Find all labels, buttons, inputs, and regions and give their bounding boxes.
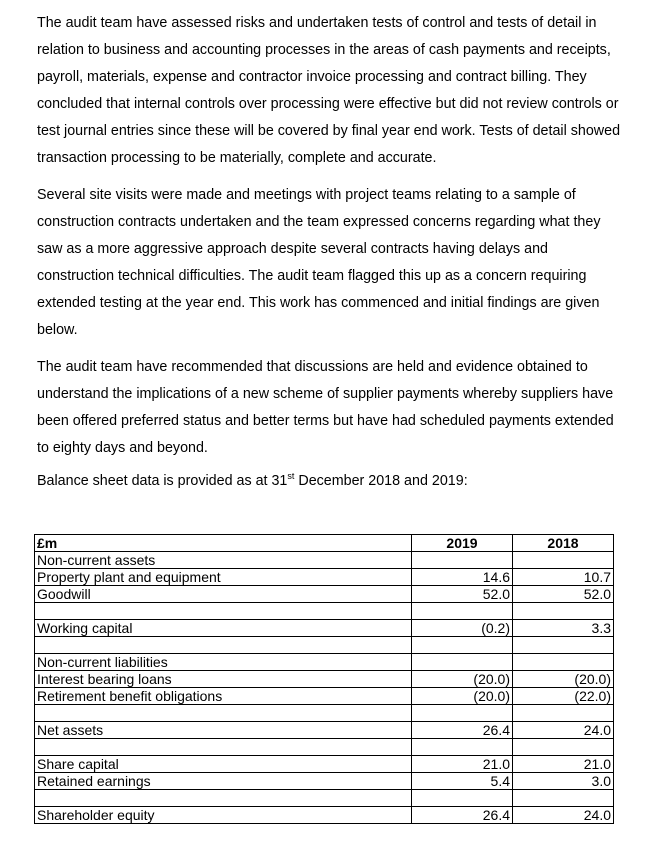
value-2019 [412, 603, 513, 620]
value-2018 [513, 739, 614, 756]
value-2019 [412, 705, 513, 722]
table-row [35, 807, 614, 824]
value-2019: 14.6 [412, 569, 513, 586]
value-2018 [513, 603, 614, 620]
value-2018: 24.0 [513, 807, 614, 824]
value-2018: 24.0 [513, 722, 614, 739]
table-spacer-row [35, 637, 614, 654]
value-2019: 52.0 [412, 586, 513, 603]
paragraph-supplier-payments: The audit team have recommended that discussions are held and evidence obtained to understand the implications of a new scheme of supplier payments whereby suppliers have been offered preferred status and better terms but have had scheduled payments extended to eighty days and beyond. [37, 359, 614, 456]
paragraph-site-visits: Several site visits were made and meetings with project teams relating to a sample of construction contracts undertaken and the team expressed concerns regarding what they saw as a more aggressive approach despite several contracts having delays and construction technical difficulties. The audit team flagged this up as a concern requiring extended testing at the year end. This work has commenced and initial findings are given below. [37, 187, 601, 338]
value-2019: (20.0) [412, 671, 513, 688]
row-label [35, 739, 412, 756]
row-label: Goodwill [35, 586, 412, 603]
table-spacer-row [35, 705, 614, 722]
value-2019: (0.2) [412, 620, 513, 637]
table-row [35, 586, 614, 603]
row-label [35, 705, 412, 722]
value-2018: 21.0 [513, 756, 614, 773]
value-2019: 5.4 [412, 773, 513, 790]
table-spacer-row [35, 739, 614, 756]
header-year-2019: 2019 [412, 535, 513, 552]
caption-text-end: December 2018 and 2019: [294, 473, 468, 489]
balance-sheet-caption [37, 472, 622, 490]
value-2019 [412, 790, 513, 807]
value-2019: (20.0) [412, 688, 513, 705]
value-2018: 52.0 [513, 586, 614, 603]
value-2019: 21.0 [412, 756, 513, 773]
paragraph-audit-tests: The audit team have assessed risks and undertaken tests of control and tests of detail in relation to business and accounting processes in the areas of cash payments and receipts, payroll, materials, expense and contractor invoice processing and contract billing. They concluded that internal controls over processing were effective but did not review controls or test journal entries since these will be covered by final year end work. Tests of detail showed transaction processing to be materially, complete and accurate. [37, 15, 621, 166]
value-2019: 26.4 [412, 722, 513, 739]
row-label: Working capital [35, 620, 412, 637]
row-label: Retirement benefit obligations [35, 688, 412, 705]
row-label: Shareholder equity [35, 807, 412, 824]
document-page [37, 10, 622, 496]
value-2018: 3.0 [513, 773, 614, 790]
row-label: Share capital [35, 756, 412, 773]
table-row [35, 620, 614, 637]
value-2018 [513, 552, 614, 569]
value-2018 [513, 637, 614, 654]
value-2018: (20.0) [513, 671, 614, 688]
header-currency-label: £m [35, 535, 412, 552]
row-label: Interest bearing loans [35, 671, 412, 688]
value-2019 [412, 654, 513, 671]
table-row [35, 722, 614, 739]
value-2018 [513, 790, 614, 807]
table-row [35, 773, 614, 790]
row-label: Property plant and equipment [35, 569, 412, 586]
row-label: Retained earnings [35, 773, 412, 790]
value-2019 [412, 637, 513, 654]
balance-sheet-header-row [35, 535, 614, 552]
value-2019: 26.4 [412, 807, 513, 824]
table-row [35, 552, 614, 569]
table-row [35, 671, 614, 688]
value-2018: 10.7 [513, 569, 614, 586]
table-row [35, 569, 614, 586]
header-year-2018: 2018 [513, 535, 614, 552]
caption-text-start: Balance sheet data is provided as at 31 [37, 473, 288, 489]
value-2018: 3.3 [513, 620, 614, 637]
row-label [35, 790, 412, 807]
value-2019 [412, 739, 513, 756]
row-label: Net assets [35, 722, 412, 739]
balance-sheet-table [34, 534, 614, 824]
row-label [35, 637, 412, 654]
row-label [35, 603, 412, 620]
row-label: Non-current assets [35, 552, 412, 569]
table-spacer-row [35, 790, 614, 807]
table-row [35, 654, 614, 671]
value-2019 [412, 552, 513, 569]
value-2018 [513, 654, 614, 671]
table-row [35, 756, 614, 773]
value-2018 [513, 705, 614, 722]
table-spacer-row [35, 603, 614, 620]
table-row [35, 688, 614, 705]
row-label: Non-current liabilities [35, 654, 412, 671]
value-2018: (22.0) [513, 688, 614, 705]
caption-superscript: st [287, 471, 295, 482]
